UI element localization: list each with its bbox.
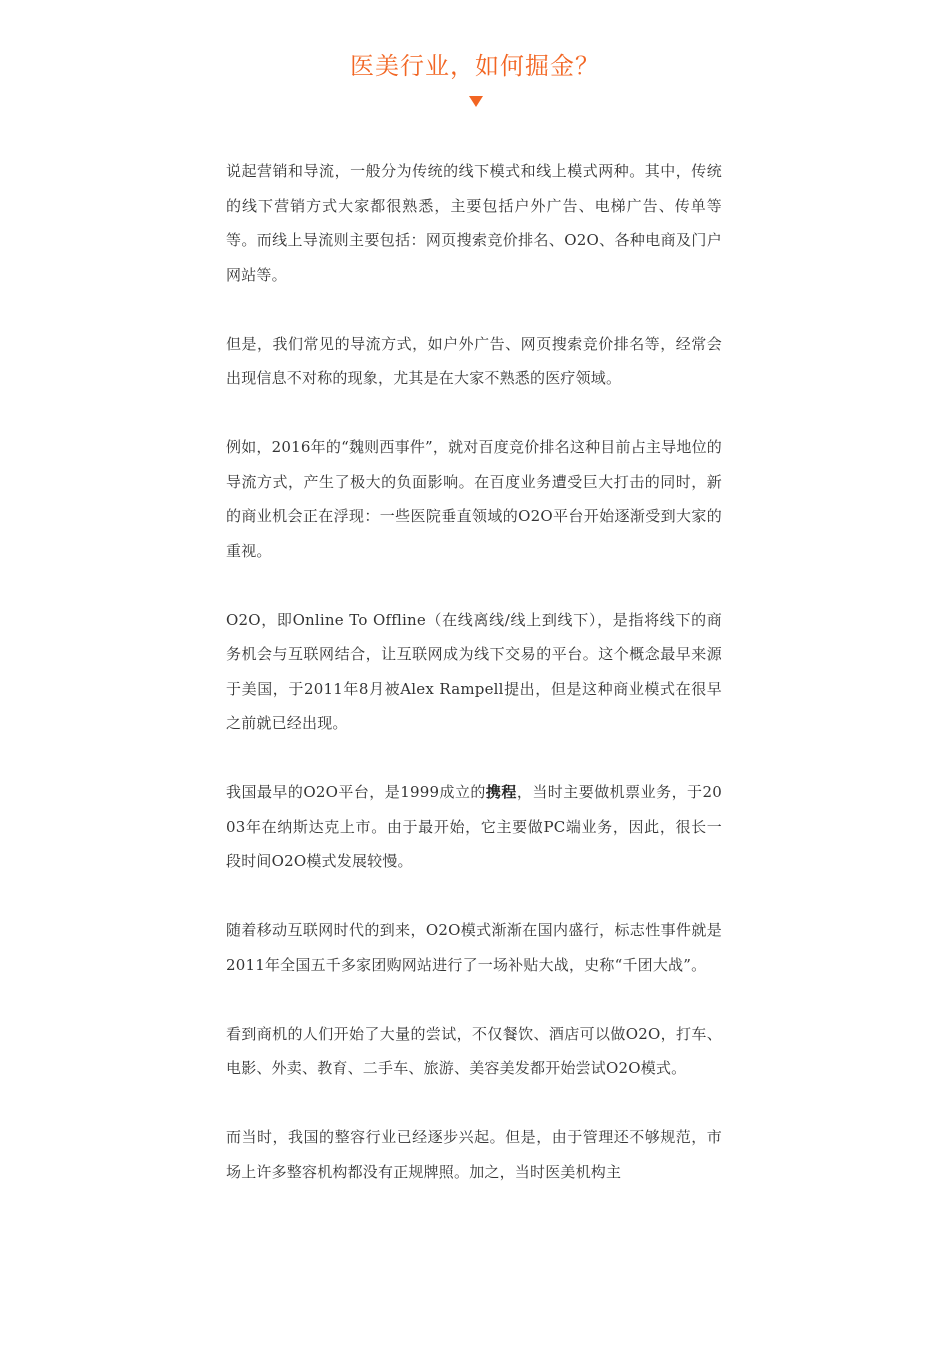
paragraph-5-text-before: 我国最早的O2O平台，是1999成立的: [226, 783, 486, 801]
ctrip-highlight: 携程: [485, 783, 517, 801]
article-title: 医美行业，如何掘金？: [350, 52, 600, 80]
paragraph-8: 而当时，我国的整容行业已经逐步兴起。但是，由于管理还不够规范，市场上许多整容机构都没有正规牌照。加之，当时医美机构主: [226, 1128, 722, 1181]
paragraph-5-text-after: ，当时主要做机票业务，于2003年在纳斯达克上市。由于最开始，它主要做PC端业务，因此，很长一段时间O2O模式发展较慢。: [226, 783, 722, 870]
paragraph-1: 说起营销和导流，一般分为传统的线下模式和线上模式两种。其中，传统的线下营销方式大家都很熟悉，主要包括户外广告、电梯广告、传单等等。而线上导流则主要包括：网页搜索竞价排名、O2O、各种电商及门户网站等。: [226, 162, 722, 284]
paragraph-7: 看到商机的人们开始了大量的尝试，不仅餐饮、酒店可以做O2O，打车、电影、外卖、教育、二手车、旅游、美容美发都开始尝试O2O模式。: [226, 1024, 722, 1077]
paragraph-2: 但是，我们常见的导流方式，如户外广告、网页搜索竞价排名等，经常会出现信息不对称的现象，尤其是在大家不熟悉的医疗领域。: [226, 334, 722, 387]
paragraph-3: 例如，2016年的“魏则西事件”，就对百度竞价排名这种目前占主导地位的导流方式，产生了极大的负面影响。在百度业务遭受巨大打击的同时，新的商业机会正在浮现：一些医院垂直领域的O2O平台开始逐渐受到大家的重视。: [226, 438, 722, 560]
paragraph-4: O2O，即Online To Offline（在线离线/线上到线下），是指将线下的商务机会与互联网结合，让互联网成为线下交易的平台。这个概念最早来源于美国，于2011年8月被Alex Rampell提出，但是这种商业模式在很早之前就已经出现。: [226, 610, 722, 732]
article-body: [226, 154, 722, 1224]
triangle-down-icon: [469, 96, 483, 107]
paragraph-6: 随着移动互联网时代的到来，O2O模式渐渐在国内盛行，标志性事件就是2011年全国五千多家团购网站进行了一场补贴大战，史称“千团大战”。: [226, 921, 722, 974]
paragraph-5: [226, 775, 722, 879]
